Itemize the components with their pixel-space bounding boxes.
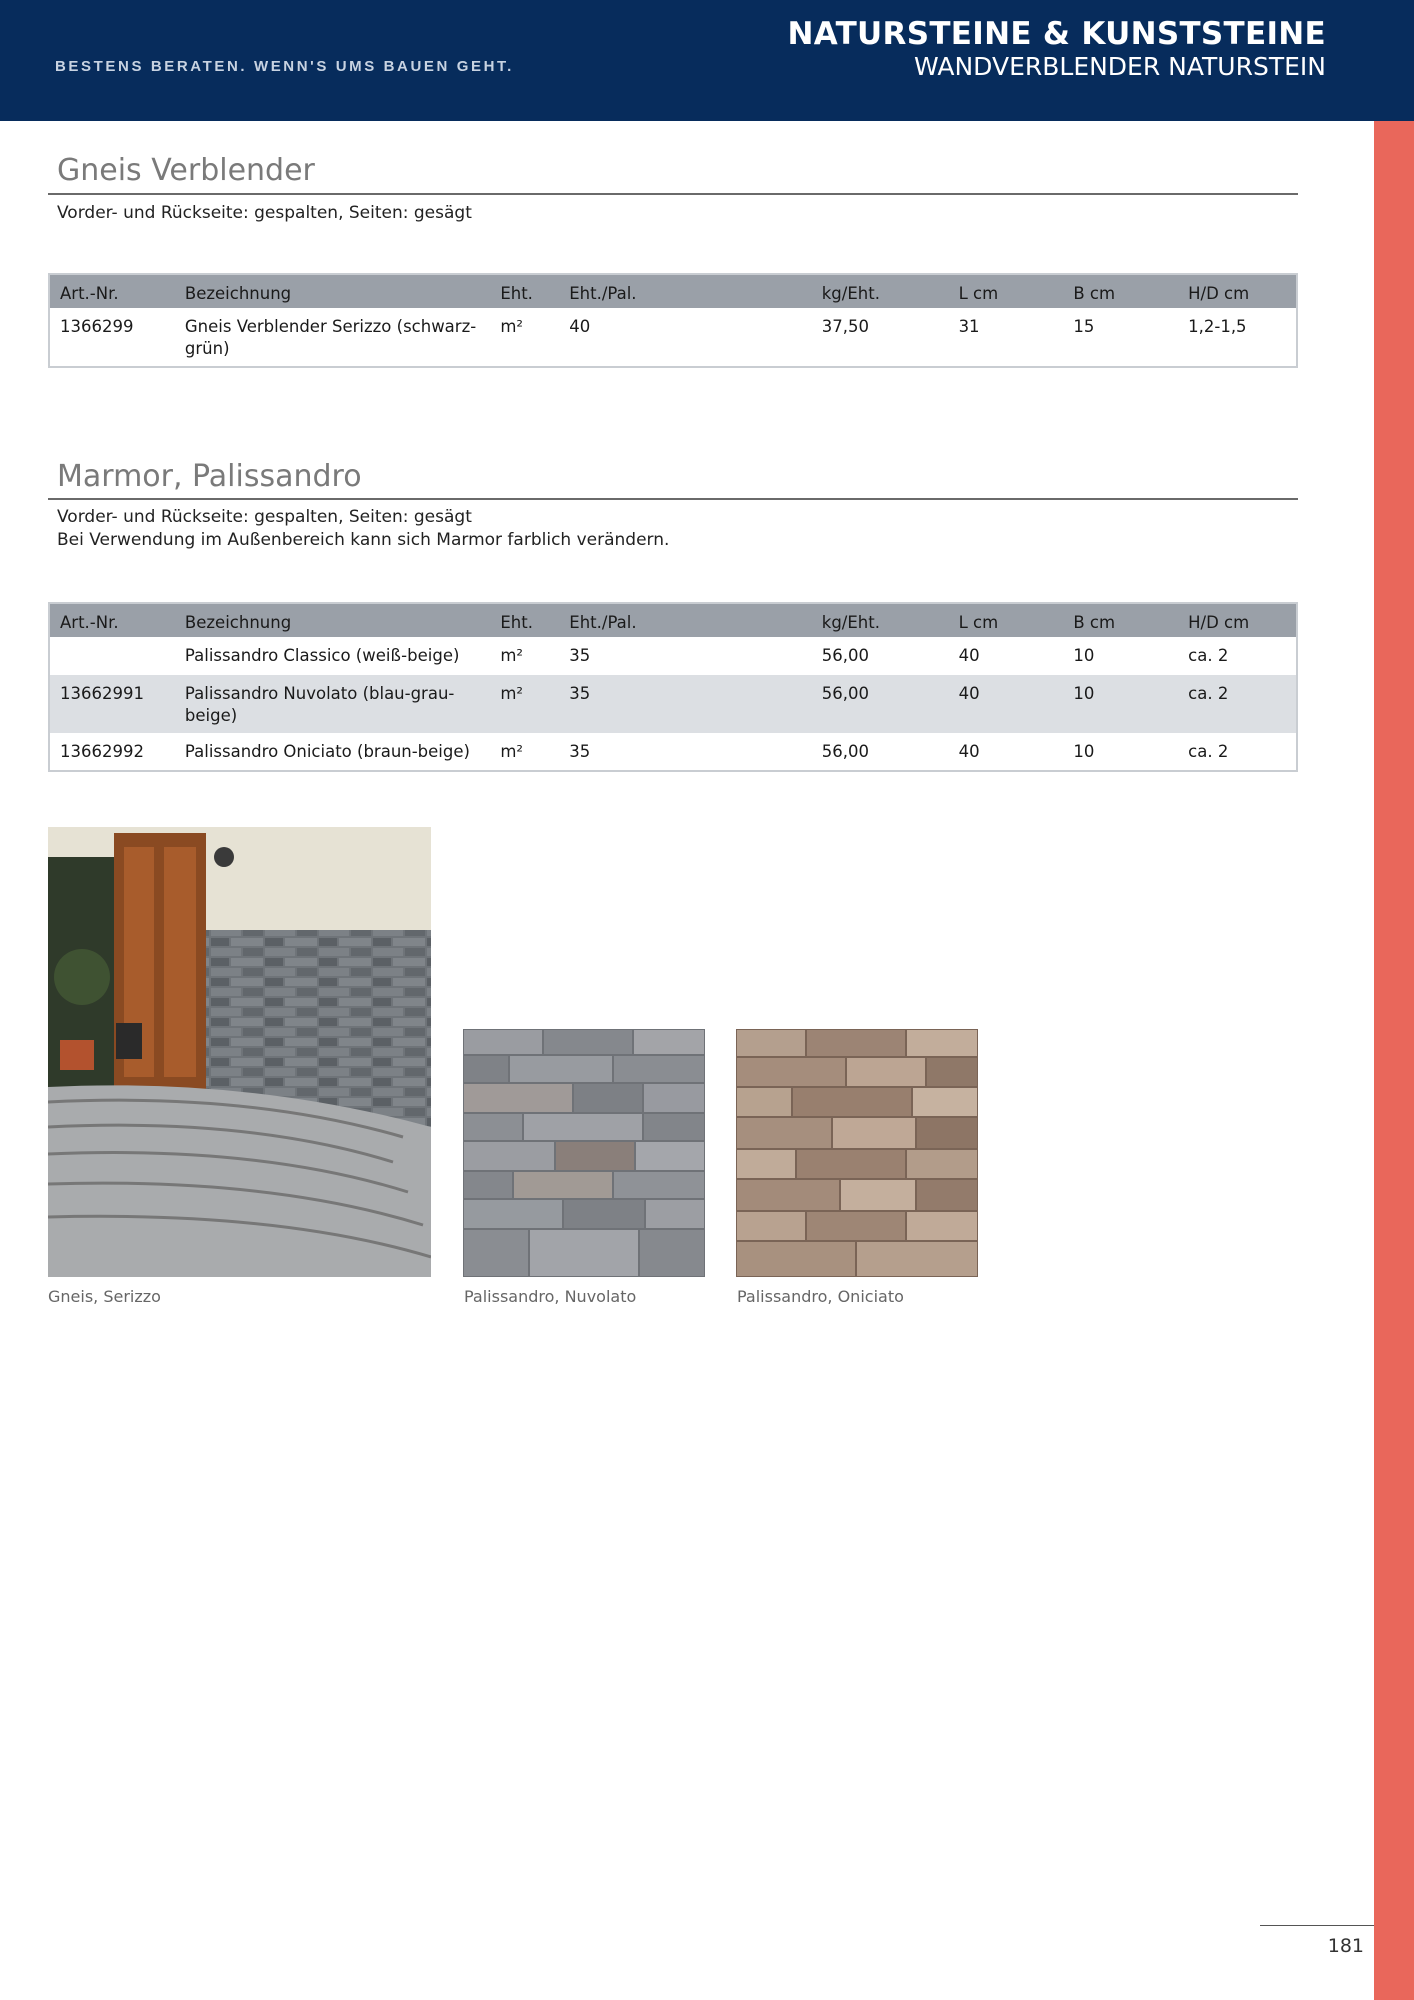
cell-eht: m² — [500, 646, 524, 665]
cell-l-cm: 31 — [958, 317, 980, 336]
col-header-eht-pal: Eht./Pal. — [559, 274, 812, 308]
cell-art-nr: 1366299 — [60, 317, 134, 336]
table-header-row — [49, 603, 1297, 637]
cell-bezeichnung: Palissandro Classico (weiß-beige) — [184, 646, 460, 665]
col-header-art-nr: Art.-Nr. — [49, 274, 175, 308]
cell-eht: m² — [500, 742, 524, 761]
table-header-row — [49, 274, 1297, 308]
footer-rule — [1260, 1925, 1374, 1926]
section-description — [57, 202, 472, 225]
category-title: NATURSTEINE & KUNSTSTEINE — [787, 16, 1326, 52]
photo-palissandro-oniciato — [736, 1029, 978, 1277]
table-row — [49, 675, 1297, 733]
cell-bezeichnung: Palissandro Oniciato (braun-beige) — [184, 742, 470, 761]
cell-b-cm: 15 — [1073, 317, 1095, 336]
cell-kg-eht: 56,00 — [821, 742, 870, 761]
cell-l-cm: 40 — [958, 742, 980, 761]
cell-kg-eht: 37,50 — [821, 317, 869, 336]
cell-eht-pal: 35 — [569, 646, 591, 665]
caption-gneis: Gneis, Serizzo — [48, 1287, 161, 1306]
cell-bezeichnung: Palissandro Nuvolato (blau-grau-beige) — [175, 675, 490, 733]
col-header-hd-cm: H/D cm — [1178, 603, 1297, 637]
col-header-l-cm: L cm — [949, 274, 1064, 308]
cell-hd-cm: ca. 2 — [1188, 646, 1229, 665]
col-header-kg-eht: kg/Eht. — [812, 274, 949, 308]
description-line: Vorder- und Rückseite: gespalten, Seiten: gesägt — [57, 507, 472, 527]
section-rule — [48, 193, 1298, 195]
section-title-marmor: Marmor, Palissandro — [57, 459, 362, 494]
col-header-art-nr: Art.-Nr. — [49, 603, 175, 637]
col-header-eht: Eht. — [490, 274, 559, 308]
cell-eht-pal: 40 — [569, 317, 591, 336]
caption-oniciato: Palissandro, Oniciato — [737, 1287, 904, 1306]
category-subtitle: WANDVERBLENDER NATURSTEIN — [914, 52, 1326, 81]
cell-eht-pal: 35 — [569, 742, 591, 761]
cell-hd-cm: ca. 2 — [1188, 742, 1229, 761]
cell-kg-eht: 56,00 — [821, 646, 870, 665]
cell-kg-eht: 56,00 — [812, 675, 949, 733]
section-title-gneis: Gneis Verblender — [57, 153, 315, 188]
cell-l-cm: 40 — [958, 646, 980, 665]
product-table-gneis — [48, 273, 1298, 368]
side-accent-bar — [1374, 121, 1414, 2000]
page-header — [0, 0, 1414, 121]
section-rule — [48, 498, 1298, 500]
cell-b-cm: 10 — [1073, 646, 1095, 665]
cell-art-nr: 13662992 — [60, 742, 144, 761]
cell-b-cm: 10 — [1063, 675, 1178, 733]
col-header-l-cm: L cm — [949, 603, 1064, 637]
col-header-b-cm: B cm — [1063, 274, 1178, 308]
col-header-eht: Eht. — [490, 603, 559, 637]
cell-hd-cm: ca. 2 — [1178, 675, 1297, 733]
section-description — [57, 506, 669, 552]
col-header-b-cm: B cm — [1063, 603, 1178, 637]
cell-b-cm: 10 — [1073, 742, 1095, 761]
cell-eht-pal: 35 — [559, 675, 811, 733]
cell-bezeichnung: Gneis Verblender Serizzo (schwarz-grün) — [184, 317, 477, 358]
product-table-marmor — [48, 602, 1298, 772]
col-header-eht-pal: Eht./Pal. — [559, 603, 811, 637]
cell-eht: m² — [490, 675, 559, 733]
cell-art-nr — [49, 637, 175, 675]
caption-nuvolato: Palissandro, Nuvolato — [464, 1287, 637, 1306]
col-header-bezeichnung: Bezeichnung — [175, 603, 490, 637]
description-line: Vorder- und Rückseite: gespalten, Seiten: gesägt — [57, 203, 472, 223]
photo-gneis-serizzo — [48, 827, 431, 1277]
cell-hd-cm: 1,2-1,5 — [1188, 317, 1247, 336]
cell-art-nr: 13662991 — [49, 675, 175, 733]
cell-eht: m² — [500, 317, 523, 336]
table-row — [49, 637, 1297, 675]
col-header-hd-cm: H/D cm — [1178, 274, 1297, 308]
page-number: 181 — [1327, 1935, 1364, 1957]
description-line: Bei Verwendung im Außenbereich kann sich Marmor farblich verändern. — [57, 530, 670, 550]
col-header-bezeichnung: Bezeichnung — [175, 274, 490, 308]
cell-l-cm: 40 — [949, 675, 1064, 733]
photo-palissandro-nuvolato — [463, 1029, 705, 1277]
col-header-kg-eht: kg/Eht. — [812, 603, 949, 637]
table-row — [49, 733, 1297, 771]
table-row — [49, 308, 1297, 367]
brand-slogan: BESTENS BERATEN. WENN'S UMS BAUEN GEHT. — [55, 58, 514, 75]
